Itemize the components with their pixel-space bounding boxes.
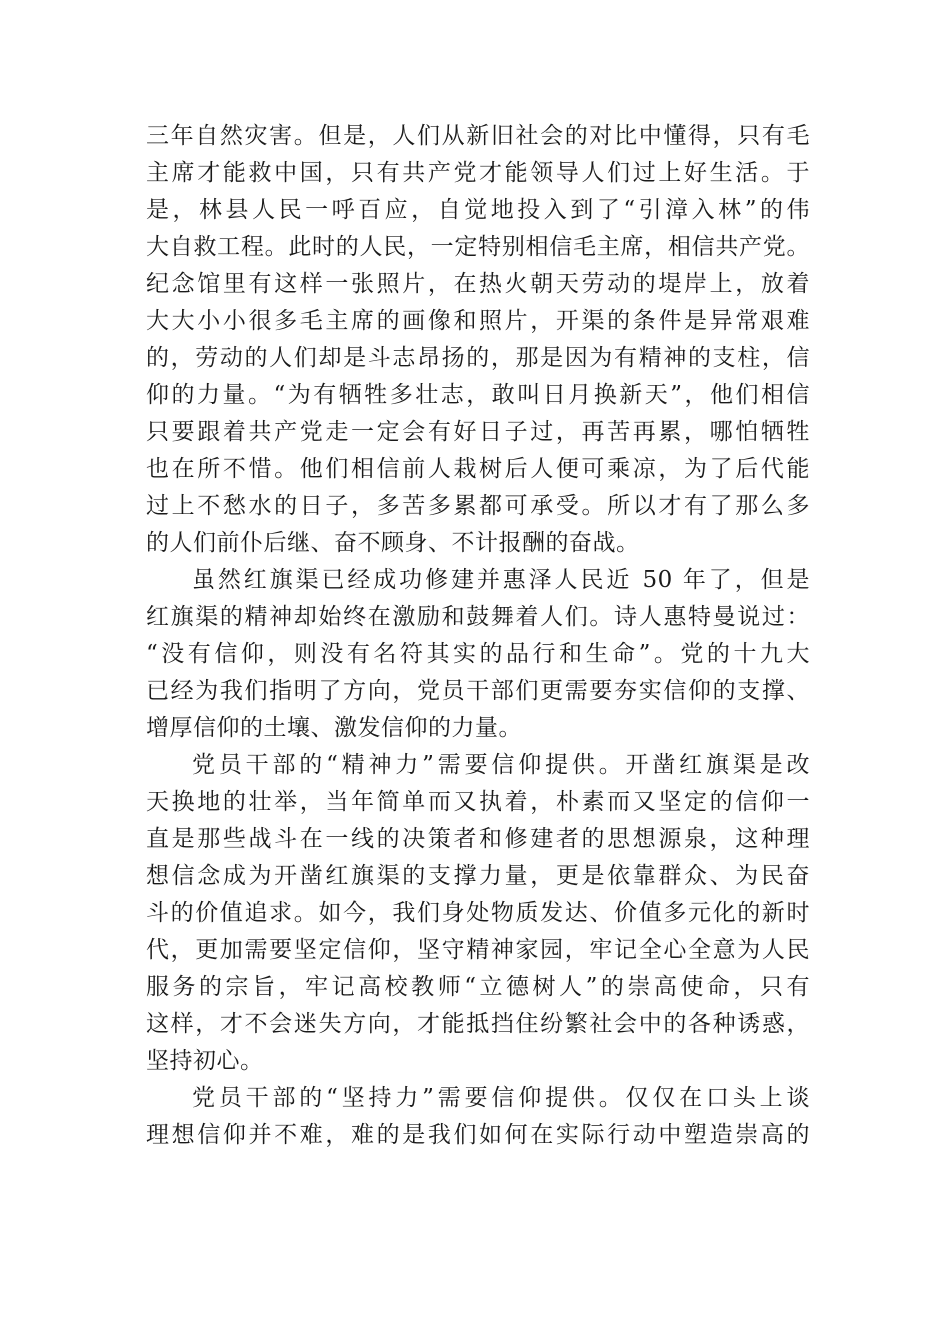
paragraph-1: [146, 118, 810, 562]
text-line: 是，林县人民一呼百应，自觉地投入到了“引漳入林”的伟: [146, 197, 810, 223]
text-line: 的人们前仆后继、奋不顾身、不计报酬的奋战。: [146, 530, 640, 556]
text-line: 大大小小很多毛主席的画像和照片，开渠的条件是异常艰难: [146, 308, 810, 334]
body-text: [146, 118, 810, 1154]
text-line: 已经为我们指明了方向，党员干部们更需要夯实信仰的支撑、: [146, 678, 810, 704]
text-line: 这样，才不会迷失方向，才能抵挡住纷繁社会中的各种诱惑，: [146, 1011, 810, 1037]
text-line: 的，劳动的人们却是斗志昂扬的，那是因为有精神的支柱，信: [146, 345, 810, 371]
text-line: 天换地的壮举，当年简单而又执着，朴素而又坚定的信仰一: [146, 789, 810, 815]
text-line: 斗的价值追求。如今，我们身处物质发达、价值多元化的新时: [146, 900, 810, 926]
text-line: 党员干部的“精神力”需要信仰提供。开凿红旗渠是改: [192, 752, 810, 778]
paragraph-2: [146, 562, 810, 747]
text-line: 大自救工程。此时的人民，一定特别相信毛主席，相信共产党。: [146, 234, 810, 260]
text-line: 代，更加需要坚定信仰，坚守精神家园，牢记全心全意为人民: [146, 937, 810, 963]
text-line: 党员干部的“坚持力”需要信仰提供。仅仅在口头上谈: [192, 1085, 810, 1111]
text-line: 理想信仰并不难，难的是我们如何在实际行动中塑造崇高的: [146, 1122, 810, 1148]
text-line: 红旗渠的精神却始终在激励和鼓舞着人们。诗人惠特曼说过：: [146, 604, 810, 630]
text-line: 想信念成为开凿红旗渠的支撑力量，更是依靠群众、为民奋: [146, 863, 810, 889]
text-line: 直是那些战斗在一线的决策者和修建者的思想源泉，这种理: [146, 826, 810, 852]
paragraph-3: [146, 747, 810, 1080]
text-line: 纪念馆里有这样一张照片，在热火朝天劳动的堤岸上，放着: [146, 271, 810, 297]
text-line: 服务的宗旨，牢记高校教师“立德树人”的崇高使命，只有: [146, 974, 810, 1000]
text-line: 过上不愁水的日子，多苦多累都可承受。所以才有了那么多: [146, 493, 810, 519]
text-line: 增厚信仰的土壤、激发信仰的力量。: [146, 715, 522, 741]
text-line: 仰的力量。“为有牺牲多壮志，敢叫日月换新天”，他们相信: [146, 382, 810, 408]
text-line: “没有信仰，则没有名符其实的品行和生命”。党的十九大: [146, 641, 810, 667]
text-line: 三年自然灾害。但是，人们从新旧社会的对比中懂得，只有毛: [146, 123, 810, 149]
text-line: 主席才能救中国，只有共产党才能领导人们过上好生活。于: [146, 160, 810, 186]
text-line: 虽然红旗渠已经成功修建并惠泽人民近 50 年了，但是: [192, 567, 810, 593]
text-line: 也在所不惜。他们相信前人栽树后人便可乘凉，为了后代能: [146, 456, 810, 482]
text-line: 坚持初心。: [146, 1048, 264, 1074]
paragraph-4: [146, 1080, 810, 1154]
text-line: 只要跟着共产党走一定会有好日子过，再苦再累，哪怕牺牲: [146, 419, 810, 445]
